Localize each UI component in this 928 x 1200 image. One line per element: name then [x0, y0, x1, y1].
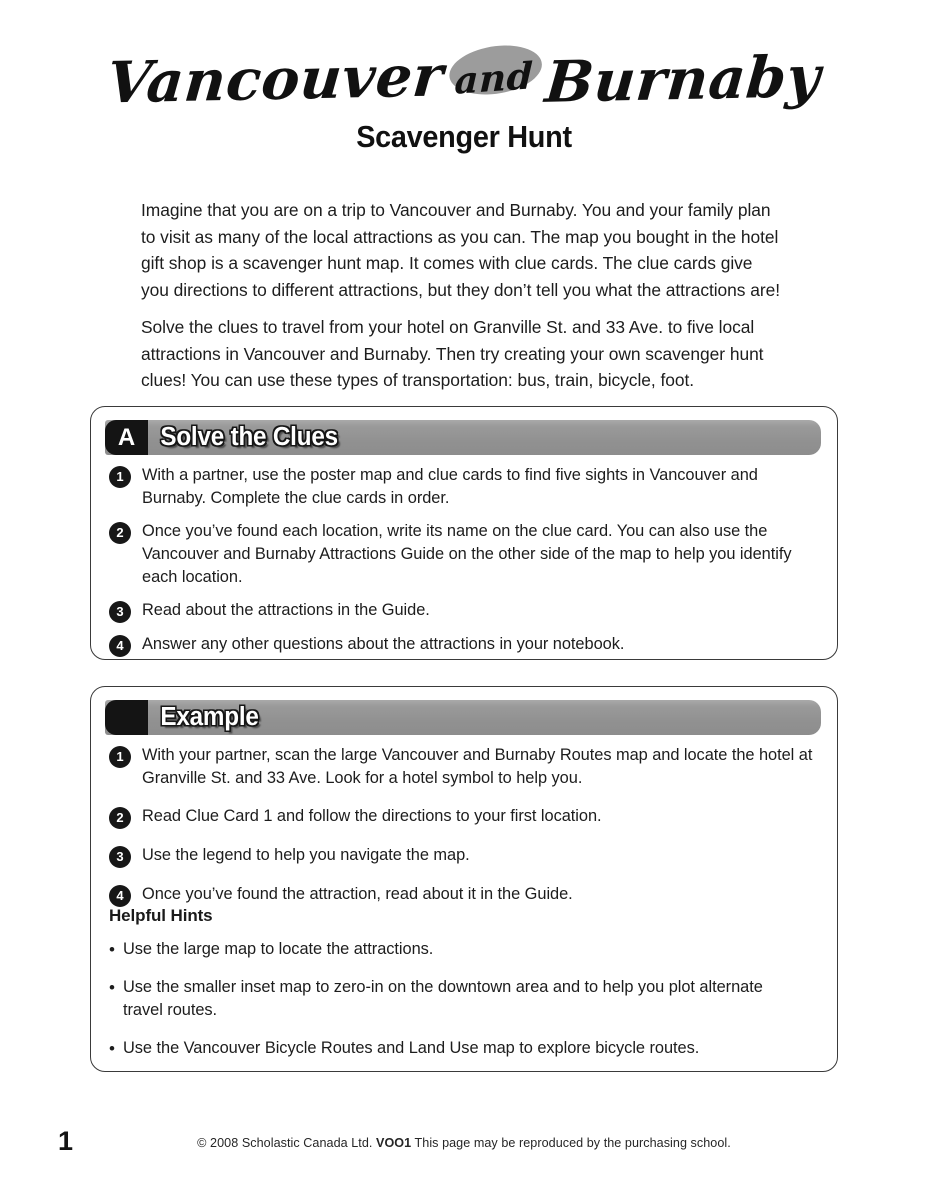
step-text: Answer any other questions about the attractions in your notebook.	[142, 635, 625, 653]
page-title	[104, 42, 823, 117]
section-header-bar-a	[105, 420, 821, 455]
bullet-icon: •	[109, 978, 115, 997]
list-item	[109, 938, 825, 961]
steps-list-a	[109, 464, 825, 657]
section-example	[90, 686, 838, 1072]
title-word-vancouver: Vancouver	[104, 42, 447, 117]
step-number-badge: 4	[109, 885, 131, 907]
list-item	[109, 599, 825, 623]
helpful-hints-block	[109, 906, 825, 1060]
list-item	[109, 464, 825, 510]
list-item	[109, 744, 825, 790]
step-number-badge: 2	[109, 807, 131, 829]
list-item	[109, 883, 825, 907]
step-text: Use the legend to help you navigate the map.	[142, 846, 470, 864]
page-title-block	[0, 42, 928, 155]
step-text: Once you’ve found each location, write its name on the clue card. You can also use the Vancouver and Burnaby Attractions Guide on the other side of the map to help you identify each location.	[142, 522, 792, 586]
step-number-badge: 4	[109, 635, 131, 657]
step-text: Read about the attractions in the Guide.	[142, 601, 430, 619]
hint-text: Use the Vancouver Bicycle Routes and Land Use map to explore bicycle routes.	[123, 1039, 700, 1057]
footer-product-code: VOO1	[376, 1136, 412, 1150]
section-header-bar-example	[105, 700, 821, 735]
step-number-badge: 1	[109, 746, 131, 768]
section-heading-example: Example	[160, 702, 259, 731]
title-and-group	[447, 42, 544, 102]
footer-reproduction-notice: This page may be reproduced by the purchasing school.	[414, 1136, 731, 1150]
section-heading-a: Solve the Clues	[160, 422, 338, 451]
page-number: 1	[58, 1126, 74, 1156]
list-item	[109, 633, 825, 657]
title-word-burnaby: Burnaby	[542, 43, 823, 116]
step-text: Read Clue Card 1 and follow the directions to your first location.	[142, 807, 602, 825]
step-text: Once you’ve found the attraction, read about it in the Guide.	[142, 885, 573, 903]
step-number-badge: 3	[109, 846, 131, 868]
list-item	[109, 976, 825, 1022]
hint-text: Use the smaller inset map to zero-in on the downtown area and to help you plot alternate travel routes.	[123, 978, 763, 1019]
step-number-badge: 3	[109, 601, 131, 623]
list-item	[109, 844, 825, 868]
bullet-icon: •	[109, 940, 115, 959]
step-text: With a partner, use the poster map and clue cards to find five sights in Vancouver and Burnaby. Complete the clue cards in order.	[142, 466, 758, 507]
steps-list-example	[109, 744, 825, 922]
step-number-badge: 1	[109, 466, 131, 488]
list-item	[109, 805, 825, 829]
section-letter-badge-example	[105, 700, 148, 735]
title-word-and: and	[454, 53, 535, 103]
page-subtitle: Scavenger Hunt	[356, 118, 572, 154]
helpful-hints-title: Helpful Hints	[109, 906, 213, 925]
step-number-badge: 2	[109, 522, 131, 544]
hint-text: Use the large map to locate the attractions.	[123, 940, 434, 958]
intro-text	[141, 197, 781, 405]
intro-paragraph-2: Solve the clues to travel from your hotel on Granville St. and 33 Ave. to five local attractions in Vancouver and Burnaby. Then try creating your own scavenger hunt clues! You can use these types of transportation: bus, train, bicycle, foot.	[141, 317, 764, 390]
section-letter-badge-a: A	[105, 420, 148, 455]
footer-copyright-text: © 2008 Scholastic Canada Ltd.	[197, 1136, 373, 1150]
intro-paragraph-1: Imagine that you are on a trip to Vancouver and Burnaby. You and your family plan to visit as many of the local attractions as you can. The map you bought in the hotel gift shop is a scavenger hunt map. It comes with clue cards. The clue cards give you directions to different attractions, but they don’t tell you what the attractions are!	[141, 200, 780, 300]
list-item	[109, 520, 825, 589]
footer-copyright	[0, 1136, 928, 1150]
bullet-icon: •	[109, 1039, 115, 1058]
list-item	[109, 1037, 825, 1060]
section-solve-the-clues	[90, 406, 838, 660]
step-text: With your partner, scan the large Vancouver and Burnaby Routes map and locate the hotel at Granville St. and 33 Ave. Look for a hotel symbol to help you.	[142, 746, 813, 787]
